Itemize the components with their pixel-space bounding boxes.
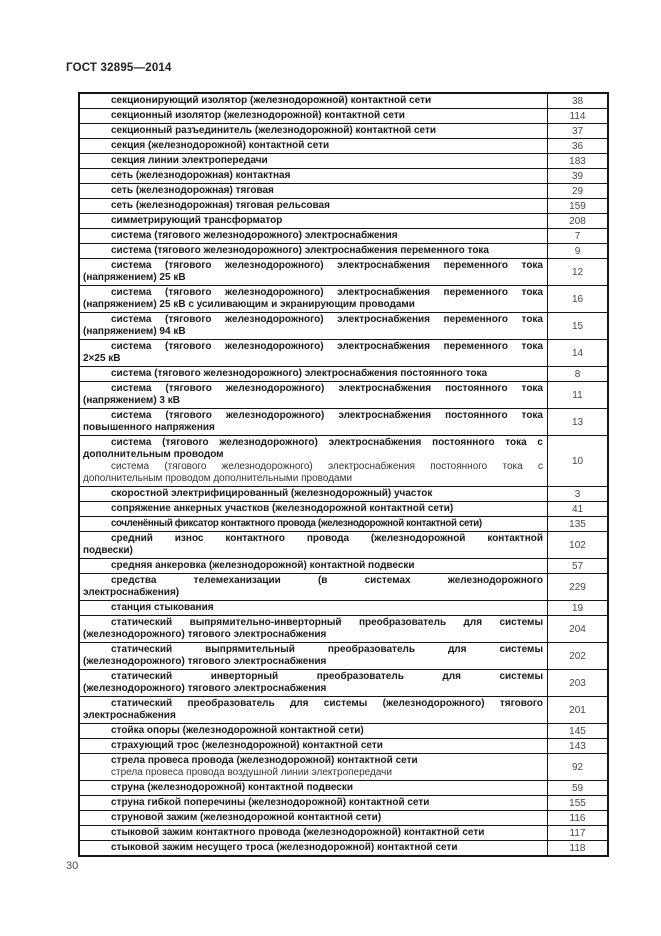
term-cell bbox=[80, 109, 548, 123]
term-cell bbox=[80, 139, 548, 153]
term-cell bbox=[80, 154, 548, 168]
table-row bbox=[80, 600, 607, 615]
table-row bbox=[80, 228, 607, 243]
table-row bbox=[80, 795, 607, 810]
term-line: система (тягового железнодорожного) электроснабжения постоянного тока с bbox=[111, 437, 543, 448]
term-cell bbox=[80, 259, 548, 285]
table-row bbox=[80, 153, 607, 168]
term-paragraph bbox=[83, 842, 543, 854]
term-line: система (тягового железнодорожного) электроснабжения переменного тока bbox=[111, 287, 543, 298]
term-cell bbox=[80, 214, 548, 228]
term-line: система (тягового железнодорожного) электроснабжения постоянного тока bbox=[111, 368, 488, 379]
term-paragraph bbox=[83, 617, 543, 641]
term-paragraph bbox=[83, 155, 543, 167]
term-paragraph bbox=[83, 125, 543, 137]
term-cell bbox=[80, 94, 548, 108]
term-line: статический инверторный преобразователь для системы bbox=[111, 671, 543, 682]
term-line: система (тягового железнодорожного) электроснабжения постоянного тока bbox=[111, 383, 543, 394]
table-row bbox=[80, 738, 607, 753]
index-number-cell: 229 bbox=[569, 581, 586, 593]
term-line: сопряжение анкерных участков (железнодорожной контактной сети) bbox=[111, 503, 454, 514]
table-row bbox=[80, 366, 607, 381]
term-cell bbox=[80, 826, 548, 840]
term-line: (напряжением) 25 кВ с усиливающим и экранирующим проводами bbox=[83, 299, 415, 310]
term-paragraph bbox=[83, 797, 543, 809]
table-row bbox=[80, 642, 607, 669]
index-number-cell: 114 bbox=[569, 110, 586, 122]
term-paragraph bbox=[83, 782, 543, 794]
term-line: страхующий трос (железнодорожной) контактной сети bbox=[111, 740, 383, 751]
term-cell bbox=[80, 340, 548, 366]
term-cell bbox=[80, 739, 548, 753]
term-synonym-paragraph bbox=[83, 461, 543, 485]
term-cell bbox=[80, 796, 548, 810]
index-number-cell: 118 bbox=[569, 842, 586, 854]
term-line: секционирующий изолятор (железнодорожной) контактной сети bbox=[111, 95, 432, 106]
term-cell bbox=[80, 382, 548, 408]
table-row bbox=[80, 258, 607, 285]
index-number-cell: 155 bbox=[569, 797, 586, 809]
index-number-cell: 57 bbox=[571, 560, 584, 572]
index-number-cell: 8 bbox=[574, 368, 581, 380]
table-row bbox=[80, 168, 607, 183]
table-row bbox=[80, 435, 607, 486]
term-line: секция линии электропередачи bbox=[111, 155, 268, 166]
term-paragraph bbox=[83, 314, 543, 338]
term-line: сеть (железнодорожная) тяговая bbox=[111, 185, 274, 196]
term-line: средняя анкеровка (железнодорожной) контактной подвески bbox=[111, 560, 415, 571]
term-line: система (тягового железнодорожного) электроснабжения постоянного тока с bbox=[111, 461, 543, 472]
term-cell bbox=[80, 724, 548, 738]
term-cell bbox=[80, 169, 548, 183]
term-paragraph bbox=[83, 410, 543, 434]
term-line: дополнительным проводом bbox=[83, 449, 224, 460]
index-number-cell: 145 bbox=[569, 725, 586, 737]
index-number-cell: 202 bbox=[569, 650, 586, 662]
index-number-cell: 143 bbox=[569, 740, 586, 752]
index-number-cell: 208 bbox=[569, 215, 586, 227]
term-paragraph bbox=[83, 827, 543, 839]
term-paragraph bbox=[83, 671, 543, 695]
index-number-cell: 37 bbox=[571, 125, 584, 137]
term-paragraph bbox=[83, 533, 543, 557]
index-number-cell: 29 bbox=[571, 185, 584, 197]
term-line: электроснабжения bbox=[83, 710, 176, 721]
term-line: секционный разъединитель (железнодорожной) контактной сети bbox=[111, 125, 437, 136]
term-line: система (тягового железнодорожного) электроснабжения переменного тока bbox=[111, 341, 543, 352]
index-number-cell: 19 bbox=[571, 602, 584, 614]
term-line: стрела провеса провода (железнодорожной) контактной сети bbox=[111, 755, 418, 766]
term-paragraph bbox=[83, 170, 543, 182]
table-row bbox=[80, 94, 607, 108]
term-line: (напряжением) 94 кВ bbox=[83, 326, 186, 337]
table-row bbox=[80, 531, 607, 558]
term-cell bbox=[80, 532, 548, 558]
term-line: (железнодорожного) тягового электроснабжения bbox=[83, 656, 327, 667]
term-paragraph bbox=[83, 95, 543, 107]
table-row bbox=[80, 501, 607, 516]
term-paragraph bbox=[83, 812, 543, 824]
term-paragraph bbox=[83, 503, 543, 515]
term-cell bbox=[80, 244, 548, 258]
term-paragraph bbox=[83, 740, 543, 752]
table-row bbox=[80, 573, 607, 600]
term-paragraph bbox=[83, 698, 543, 722]
term-cell bbox=[80, 781, 548, 795]
term-cell bbox=[80, 559, 548, 573]
term-line: стыковой зажим несущего троса (железнодорожной) контактной сети bbox=[111, 842, 458, 853]
term-line: (напряжением) 25 кВ bbox=[83, 272, 186, 283]
term-cell bbox=[80, 670, 548, 696]
term-paragraph bbox=[83, 368, 543, 380]
term-cell bbox=[80, 754, 548, 780]
table-row bbox=[80, 381, 607, 408]
term-line: сеть (железнодорожная) контактная bbox=[111, 170, 291, 181]
term-paragraph bbox=[83, 287, 543, 311]
term-line: средний износ контактного провода (железнодорожной контактной bbox=[111, 533, 543, 544]
table-row bbox=[80, 312, 607, 339]
table-row bbox=[80, 516, 607, 531]
index-number-cell: 204 bbox=[569, 623, 586, 635]
term-cell bbox=[80, 184, 548, 198]
index-number-cell: 38 bbox=[571, 95, 584, 107]
term-line: секция (железнодорожной) контактной сети bbox=[111, 140, 330, 151]
term-cell bbox=[80, 811, 548, 825]
table-row bbox=[80, 558, 607, 573]
term-line: повышенного напряжения bbox=[83, 422, 215, 433]
table-row bbox=[80, 213, 607, 228]
index-number-cell: 12 bbox=[571, 266, 584, 278]
term-cell bbox=[80, 517, 548, 531]
term-paragraph bbox=[83, 245, 543, 257]
term-cell bbox=[80, 601, 548, 615]
term-paragraph bbox=[83, 383, 543, 407]
term-line: стойка опоры (железнодорожной контактной сети) bbox=[111, 725, 364, 736]
table-row bbox=[80, 486, 607, 501]
table-row bbox=[80, 669, 607, 696]
term-line: система (тягового железнодорожного) электроснабжения переменного тока bbox=[111, 245, 489, 256]
table-row bbox=[80, 780, 607, 795]
table-row bbox=[80, 810, 607, 825]
index-number-cell: 7 bbox=[574, 230, 581, 242]
document-header: ГОСТ 32895—2014 bbox=[66, 62, 172, 74]
term-cell bbox=[80, 313, 548, 339]
index-number-cell: 203 bbox=[569, 677, 586, 689]
table-row bbox=[80, 696, 607, 723]
index-number-cell: 135 bbox=[569, 518, 586, 530]
index-number-cell: 13 bbox=[571, 416, 584, 428]
term-cell bbox=[80, 841, 548, 855]
index-number-cell: 3 bbox=[574, 488, 581, 500]
term-paragraph bbox=[83, 185, 543, 197]
term-cell bbox=[80, 643, 548, 669]
index-number-cell: 10 bbox=[571, 455, 584, 467]
term-cell bbox=[80, 616, 548, 642]
table-row bbox=[80, 138, 607, 153]
table-row bbox=[80, 198, 607, 213]
term-line: струновой зажим (железнодорожной контактной сети) bbox=[111, 812, 382, 823]
index-number-cell: 102 bbox=[569, 539, 586, 551]
term-line: станция стыкования bbox=[111, 602, 214, 613]
term-line: скоростной электрифицированный (железнодорожный) участок bbox=[111, 488, 433, 499]
table-row bbox=[80, 723, 607, 738]
term-line: стыковой зажим контактного провода (железнодорожной) контактной сети bbox=[111, 827, 485, 838]
table-row bbox=[80, 243, 607, 258]
term-line: дополнительным проводом дополнительными проводами bbox=[83, 473, 353, 484]
term-line: секционный изолятор (железнодорожной) контактной сети bbox=[111, 110, 405, 121]
table-row bbox=[80, 123, 607, 138]
term-line: (напряжением) 3 кВ bbox=[83, 395, 180, 406]
term-paragraph bbox=[83, 260, 543, 284]
term-cell bbox=[80, 436, 548, 486]
term-cell bbox=[80, 229, 548, 243]
term-line: симметрирующий трансформатор bbox=[111, 215, 283, 226]
table-row bbox=[80, 339, 607, 366]
term-cell bbox=[80, 199, 548, 213]
index-number-cell: 11 bbox=[572, 389, 583, 401]
table-row bbox=[80, 825, 607, 840]
term-cell bbox=[80, 502, 548, 516]
term-paragraph bbox=[83, 437, 543, 461]
table-row bbox=[80, 285, 607, 312]
index-number-cell: 36 bbox=[571, 140, 584, 152]
term-line: струна (железнодорожной) контактной подвески bbox=[111, 782, 354, 793]
term-line: статический выпрямительный преобразователь для системы bbox=[111, 644, 543, 655]
table-row bbox=[80, 615, 607, 642]
index-number-cell: 159 bbox=[569, 200, 586, 212]
table-row bbox=[80, 753, 607, 780]
table-row bbox=[80, 108, 607, 123]
index-number-cell: 117 bbox=[569, 827, 586, 839]
index-number-cell: 59 bbox=[571, 782, 584, 794]
term-cell bbox=[80, 367, 548, 381]
term-cell bbox=[80, 697, 548, 723]
index-number-cell: 183 bbox=[569, 155, 586, 167]
page-number: 30 bbox=[66, 860, 79, 872]
term-cell bbox=[80, 286, 548, 312]
term-paragraph bbox=[83, 575, 543, 599]
index-number-cell: 201 bbox=[569, 704, 586, 716]
term-line: стрела провеса провода воздушной линии электропередачи bbox=[111, 767, 392, 778]
term-line: электроснабжения) bbox=[83, 587, 180, 598]
term-paragraph bbox=[83, 725, 543, 737]
index-number-cell: 41 bbox=[571, 503, 584, 515]
term-paragraph bbox=[83, 755, 543, 767]
term-line: статический преобразователь для системы (железнодорожного) тягового bbox=[111, 698, 543, 709]
index-number-cell: 116 bbox=[569, 812, 586, 824]
index-number-cell: 9 bbox=[574, 245, 581, 257]
term-paragraph bbox=[83, 110, 543, 122]
term-paragraph bbox=[83, 602, 543, 614]
term-line: подвески) bbox=[83, 545, 133, 556]
term-cell bbox=[80, 409, 548, 435]
term-line: система (тягового железнодорожного) электроснабжения переменного тока bbox=[111, 314, 543, 325]
term-paragraph bbox=[83, 200, 543, 212]
term-paragraph bbox=[83, 560, 543, 572]
index-number-cell: 14 bbox=[571, 347, 584, 359]
term-paragraph bbox=[83, 488, 543, 500]
term-cell bbox=[80, 574, 548, 600]
term-cell bbox=[80, 487, 548, 501]
index-number-cell: 39 bbox=[571, 170, 584, 182]
term-line: статический выпрямительно-инверторный преобразователь для системы bbox=[111, 617, 543, 628]
term-line: средства телемеханизации (в системах железнодорожного bbox=[111, 575, 543, 586]
term-line: струна гибкой поперечины (железнодорожной) контактной сети bbox=[111, 797, 430, 808]
term-paragraph bbox=[83, 230, 543, 242]
term-line: сеть (железнодорожная) тяговая рельсовая bbox=[111, 200, 330, 211]
term-paragraph bbox=[83, 140, 543, 152]
term-line: 2×25 кВ bbox=[83, 353, 121, 364]
term-synonym-paragraph bbox=[83, 767, 543, 779]
index-number-cell: 92 bbox=[571, 761, 584, 773]
index-number-cell: 15 bbox=[571, 320, 584, 332]
table-row bbox=[80, 183, 607, 198]
table-row bbox=[80, 408, 607, 435]
table-row bbox=[80, 840, 607, 855]
term-paragraph bbox=[83, 644, 543, 668]
index-number-cell: 16 bbox=[571, 293, 584, 305]
term-paragraph bbox=[83, 518, 543, 530]
term-cell bbox=[80, 124, 548, 138]
term-line: система (тягового железнодорожного) электроснабжения переменного тока bbox=[111, 260, 543, 271]
index-table bbox=[78, 92, 609, 857]
term-line: (железнодорожного) тягового электроснабжения bbox=[83, 629, 327, 640]
term-line: (железнодорожного) тягового электроснабжения bbox=[83, 683, 327, 694]
term-line: система (тягового железнодорожного) электроснабжения bbox=[111, 230, 398, 241]
term-line: система (тягового железнодорожного) электроснабжения постоянного тока bbox=[111, 410, 543, 421]
term-paragraph bbox=[83, 215, 543, 227]
term-paragraph bbox=[83, 341, 543, 365]
term-line: сочленённый фиксатор контактного провода (железнодорожной контактной сети) bbox=[111, 518, 482, 529]
